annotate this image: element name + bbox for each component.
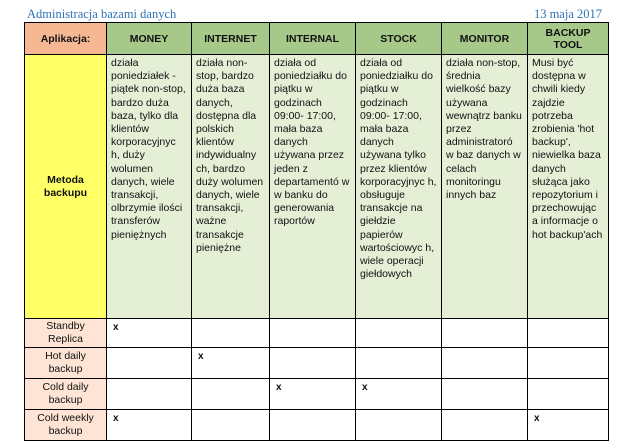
table-cell [528,379,609,410]
table-cell [528,348,609,379]
table-cell [192,410,270,441]
table-cell [192,319,270,348]
table-cell [270,319,356,348]
table-cell [528,319,609,348]
row-label: Cold weekly backup [25,410,107,441]
table-row [25,348,609,379]
column-header: INTERNET [192,23,270,55]
column-header: MONITOR [442,23,528,55]
table-cell [442,410,528,441]
table-cell: x [528,410,609,441]
column-header: MONEY [107,23,192,55]
table-cell [107,348,192,379]
table-cell: x [107,410,192,441]
table-row [25,410,609,441]
table-cell [192,379,270,410]
document-date: 13 maja 2017 [533,7,602,21]
table-cell: x [270,379,356,410]
table-cell [442,379,528,410]
row-label: Standby Replica [25,319,107,348]
table-cell [270,410,356,441]
description-cell: działa non-stop, bardzo duża baza danych, dostępna dla polskich klientów indywidualny ch, bardzo duży wolumen danych, wiele transakcji, ważne transakcje pieniężne [192,55,270,319]
table-cell [442,319,528,348]
table-cell [442,348,528,379]
table-cell [356,410,442,441]
table-cell: x [192,348,270,379]
table-header-row [25,23,609,55]
description-cell: działa non-stop, średnia wielkość bazy używana wewnątrz banku przez administratoró w baz danych w celach monitoringu innych baz [442,55,528,319]
description-cell: działa poniedziałek - piątek non-stop, bardzo duża baza, tylko dla klientów korporacyjnyc h, duży wolumen danych, wiele transakcji, olbrzymie ilości transferów pieniężnych [107,55,192,319]
backup-methods-table [24,22,609,441]
description-cell: działa od poniedziałku do piątku w godzinach 09:00- 17:00, mała baza danych używana tylko przez klientów korporacyjnyc h, obsługuje transakcje na giełdzie papierów wartościowyc h, wiele operacji giełdowych [356,55,442,319]
table-cell [356,319,442,348]
page-header [27,7,602,21]
row-label: Hot daily backup [25,348,107,379]
description-cell: Musi być dostępna w chwili kiedy zajdzie potrzeba zrobienia 'hot backup', niewielka baza danych służąca jako repozytorium i przechowując a informacje o hot backup'ach [528,55,609,319]
row-label: Cold daily backup [25,379,107,410]
document-title: Administracja bazami danych [27,7,177,21]
description-row [25,55,609,319]
table-row [25,319,609,348]
description-cell: działa od poniedziałku do piątku w godzinach 09:00- 17:00, mała baza danych używana przez jeden z departamentó w w banku do generowania raportów [270,55,356,319]
table-cell: x [107,319,192,348]
column-header: STOCK [356,23,442,55]
column-header: BACKUP TOOL [528,23,609,55]
corner-label: Aplikacja: [25,23,107,55]
metoda-backupu-label: Metoda backupu [25,55,107,319]
table-row [25,379,609,410]
table-cell [107,379,192,410]
table-cell [356,348,442,379]
table-cell: x [356,379,442,410]
column-header: INTERNAL [270,23,356,55]
table-cell [270,348,356,379]
